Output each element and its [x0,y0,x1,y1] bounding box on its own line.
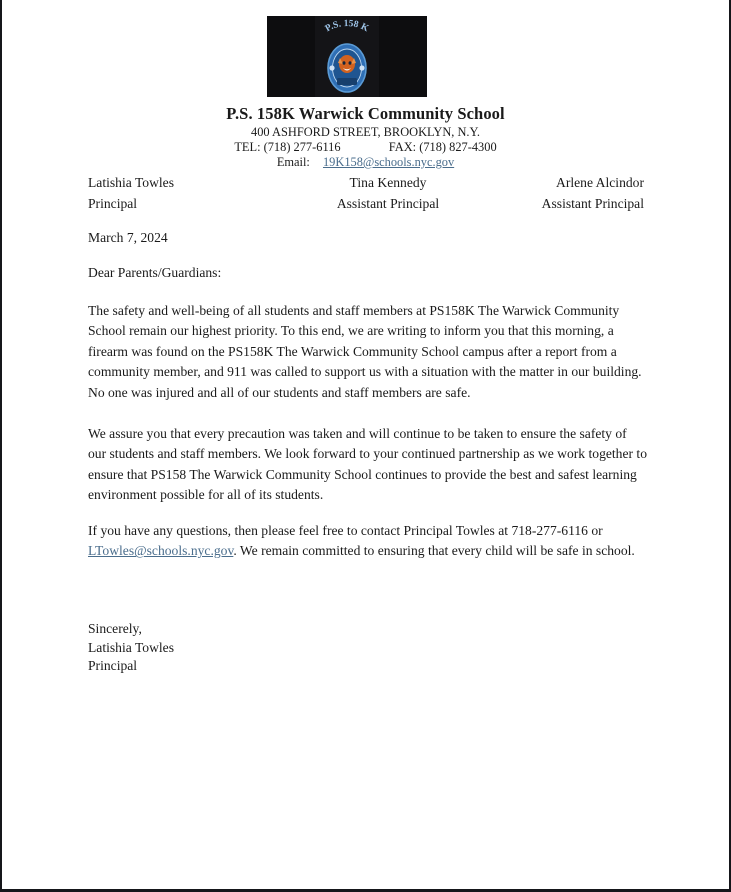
crest-arc-label [317,19,377,44]
school-email-line [2,155,729,170]
closing-valediction: Sincerely, [88,621,142,636]
crest-arc-text-icon [317,19,377,39]
principal-name: Latishia Towles [88,175,175,190]
administrator-names-row [88,172,644,193]
letter-paragraph-3 [88,521,648,562]
letter-paragraph-2: We assure you that every precaution was taken and will continue to be taken to ensure the safety of our students and staff members. We look forward to your continued partnership as we work together to ensure that PS158 The Warwick Community School continues to provide the best and safest learning environment possible for all of its students. [88,426,648,503]
closing-signer-title: Principal [88,658,138,673]
page-sheet [2,0,729,884]
assistant-principal-2-name: Arlene Alcindor [556,175,644,190]
paragraph-3-text-after-link: . We remain committed to ensuring that every child will be safe in school. [233,543,635,559]
letter-date: March 7, 2024 [88,230,168,245]
logo-backdrop [315,16,379,97]
assistant-principal-1-name: Tina Kennedy [349,175,427,190]
email-label: Email: [276,155,310,169]
school-name-heading: P.S. 158K Warwick Community School [226,104,505,123]
assistant-principal-1-title: Assistant Principal [336,196,440,211]
administrators-block [88,172,644,214]
letter-closing-block [88,620,174,676]
paragraph-3-text-before-link: If you have any questions, then please feel free to contact Principal Towles at 718-277-6116 or [88,523,603,538]
school-phone-line [2,140,729,155]
school-telephone: TEL: (718) 277-6116 [234,140,341,154]
letter-salutation: Dear Parents/Guardians: [88,265,222,280]
school-crest-icon [324,42,370,94]
principal-title: Principal [88,196,138,211]
school-email-link[interactable]: 19K158@schools.nyc.gov [322,155,455,169]
letter-paragraph-1: The safety and well-being of all students and staff members at PS158K The Warwick Community School remain our highest priority. To this end, we are writing to inform you that this morning, a firearm was found on the PS158K The Warwick Community School campus after a report from a community member, and 911 was called to support us with a situation with the matter in our building. No one was injured and all of our students and staff members are safe. [88,303,642,400]
school-address: 400 ASHFORD STREET, BROOKLYN, N.Y. [251,125,480,139]
svg-text:P.S. 158 K: P.S. 158 K [323,19,371,35]
principal-email-link[interactable]: LTowles@schools.nyc.gov [88,543,234,559]
administrator-titles-row [88,193,644,214]
school-fax: FAX: (718) 827-4300 [388,140,497,154]
closing-signer-name: Latishia Towles [88,639,175,655]
assistant-principal-2-title: Assistant Principal [541,196,644,211]
school-logo [267,16,427,97]
